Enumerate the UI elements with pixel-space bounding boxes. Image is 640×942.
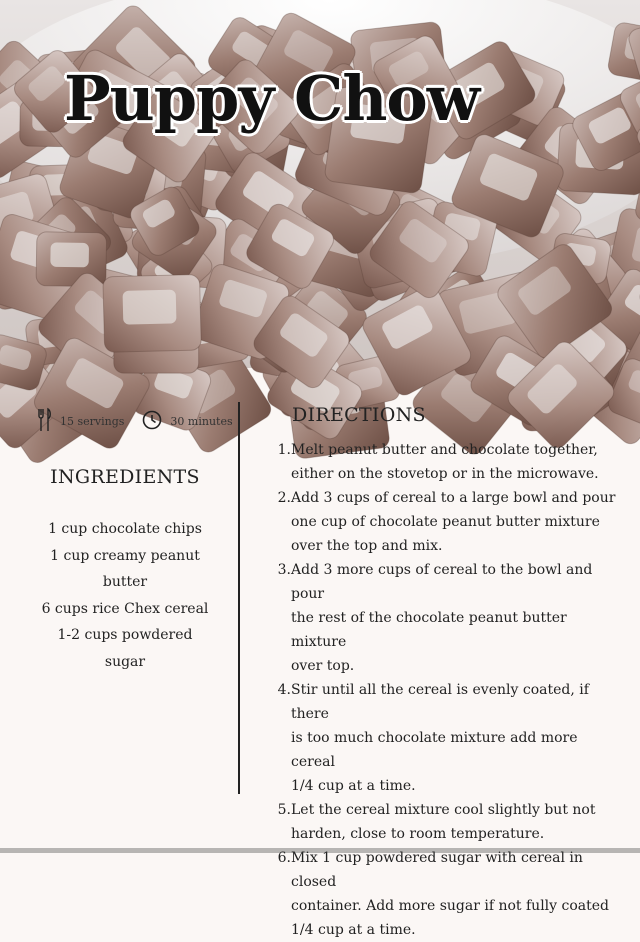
direction-step-5-line [272, 822, 624, 846]
direction-step-3-line [272, 654, 624, 678]
ingredient-line: 6 cups rice Chex cereal [41, 600, 209, 617]
ingredients-heading: INGREDIENTS [50, 466, 200, 488]
step-number: 4. [277, 682, 291, 698]
step-number [272, 510, 291, 534]
step-number [272, 894, 291, 918]
step-text: Melt peanut butter and chocolate together, [291, 442, 598, 458]
direction-step-6-line [272, 918, 624, 942]
servings-text: 15 servings [60, 415, 125, 428]
direction-step-1-line [272, 462, 624, 486]
sugar-dusting [50, 242, 89, 267]
ingredients-list [20, 516, 230, 675]
direction-step-2-line [272, 534, 624, 558]
step-text: container. Add more sugar if not fully coated [291, 898, 609, 914]
bottom-edge [0, 848, 640, 853]
step-number [272, 774, 291, 798]
step-number: 6. [277, 850, 291, 866]
ingredient-line: 1 cup chocolate chips [48, 521, 202, 537]
step-text: Add 3 cups of cereal to a large bowl and pour [291, 490, 616, 506]
directions-heading: DIRECTIONS [292, 404, 426, 426]
direction-step-5-line [272, 798, 624, 822]
step-text: one cup of chocolate peanut butter mixture [291, 514, 600, 530]
step-text: either on the stovetop or in the microwave. [291, 466, 599, 482]
step-text: Add 3 more cups of cereal to the bowl and pour [291, 562, 593, 602]
recipe-title: Puppy Chow [64, 62, 480, 135]
step-text: harden, close to room temperature. [291, 826, 545, 842]
step-number [272, 462, 291, 486]
direction-step-4-line [272, 678, 624, 726]
step-number [272, 822, 291, 846]
servings-info [38, 408, 124, 435]
step-number: 5. [277, 802, 291, 818]
step-number: 3. [277, 562, 291, 578]
step-number [272, 606, 291, 654]
column-divider [238, 402, 240, 794]
time-info [142, 410, 232, 433]
step-number [272, 534, 291, 558]
direction-step-1-line [272, 438, 624, 462]
ingredient-line: 1-2 cups powdered [57, 627, 193, 643]
direction-step-3-line [272, 558, 624, 606]
step-number [272, 726, 291, 774]
direction-step-4-line [272, 774, 624, 798]
fork-knife-icon [38, 408, 52, 435]
direction-step-2-line [272, 510, 624, 534]
direction-step-3-line [272, 606, 624, 654]
hero-photo [0, 0, 640, 368]
ingredient-line: butter [102, 574, 148, 590]
step-text: Stir until all the cereal is evenly coated, if there [291, 682, 589, 722]
step-text: over the top and mix. [291, 538, 443, 554]
step-number [272, 918, 291, 942]
step-text: the rest of the chocolate peanut butter mixture [291, 610, 567, 650]
sugar-dusting [123, 290, 177, 325]
direction-step-2-line [272, 486, 624, 510]
step-number: 1. [277, 442, 291, 458]
puppy-chow-photo [0, 0, 640, 368]
direction-step-4-line [272, 726, 624, 774]
step-text: 1/4 cup at a time. [291, 778, 416, 794]
direction-step-6-line [272, 846, 624, 894]
clock-icon [142, 410, 162, 433]
recipe-meta [38, 408, 251, 435]
time-text: 30 minutes [170, 415, 233, 428]
step-text: is too much chocolate mixture add more cereal [291, 730, 578, 770]
directions-list [272, 438, 624, 942]
step-text: over top. [291, 658, 355, 674]
step-text: 1/4 cup at a time. [291, 922, 416, 938]
ingredient-line: 1 cup creamy peanut [50, 547, 200, 564]
step-text: Mix 1 cup powdered sugar with cereal in closed [291, 850, 583, 890]
step-number [272, 654, 291, 678]
direction-step-6-line [272, 894, 624, 918]
ingredient-line: sugar [104, 653, 146, 670]
step-number: 2. [277, 490, 291, 506]
step-text: Let the cereal mixture cool slightly but not [291, 802, 596, 818]
